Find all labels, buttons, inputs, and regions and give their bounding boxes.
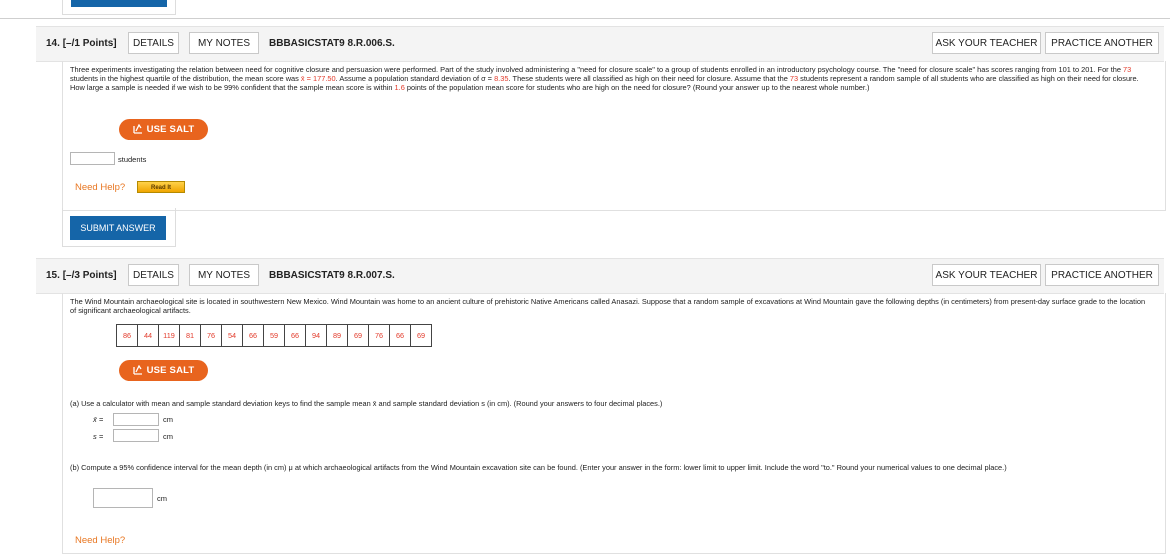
salt-icon bbox=[133, 365, 143, 375]
details-button[interactable]: DETAILS bbox=[128, 32, 179, 54]
depth-cell: 119 bbox=[159, 325, 180, 347]
my-notes-button[interactable]: MY NOTES bbox=[189, 32, 259, 54]
students-answer-input[interactable] bbox=[70, 152, 115, 165]
practice-another-button[interactable]: PRACTICE ANOTHER bbox=[1045, 32, 1159, 54]
previous-submit-box bbox=[62, 0, 176, 15]
submit-answer-button[interactable]: SUBMIT ANSWER bbox=[70, 216, 166, 240]
s-unit: cm bbox=[163, 432, 173, 441]
s-input[interactable] bbox=[113, 429, 159, 442]
depth-cell: 94 bbox=[306, 325, 327, 347]
question-14-header bbox=[36, 26, 1164, 62]
depth-cell: 69 bbox=[348, 325, 369, 347]
question-code: BBBASICSTAT9 8.R.007.S. bbox=[269, 270, 395, 281]
xbar-input[interactable] bbox=[113, 413, 159, 426]
practice-another-button[interactable]: PRACTICE ANOTHER bbox=[1045, 264, 1159, 286]
part-b-text: (b) Compute a 95% confidence interval for the mean depth (in cm) μ at which archaeological artifacts from the Wind Mountain excavation site can be found. (Enter your answer in the form: lower limit to upper limit. Include the word "to." Round your numerical values to one decimal place.) bbox=[70, 463, 1007, 472]
salt-icon bbox=[133, 124, 143, 134]
question-number: 15. [–/3 Points] bbox=[46, 270, 117, 281]
depth-cell: 81 bbox=[180, 325, 201, 347]
question-15-header bbox=[36, 258, 1164, 294]
depth-cell: 66 bbox=[285, 325, 306, 347]
previous-submit-button[interactable] bbox=[71, 0, 167, 7]
need-help-label: Need Help? bbox=[75, 182, 126, 193]
ask-teacher-button[interactable]: ASK YOUR TEACHER bbox=[932, 264, 1041, 286]
depth-cell: 89 bbox=[327, 325, 348, 347]
need-help-label: Need Help? bbox=[75, 535, 126, 546]
depth-cell: 66 bbox=[390, 325, 411, 347]
answer-unit: students bbox=[118, 155, 147, 164]
depth-cell: 76 bbox=[369, 325, 390, 347]
divider bbox=[0, 18, 1170, 19]
s-label: s = bbox=[93, 432, 104, 441]
my-notes-button[interactable]: MY NOTES bbox=[189, 264, 259, 286]
question-15-text: The Wind Mountain archaeological site is located in southwestern New Mexico. Wind Mountain was home to an ancient culture of prehistoric Native Americans called Anasazi. Suppose that a random sample of excavations at Wind Mountain gave the following depths (in centimeters) from present-day surface grade to the location of significant archaeological artifacts. bbox=[70, 297, 1146, 316]
depth-cell: 44 bbox=[138, 325, 159, 347]
depth-cell: 86 bbox=[117, 325, 138, 347]
xbar-unit: cm bbox=[163, 415, 173, 424]
use-salt-button[interactable] bbox=[119, 119, 208, 140]
depth-cell: 59 bbox=[264, 325, 285, 347]
use-salt-label: USE SALT bbox=[146, 124, 195, 135]
question-number: 14. [–/1 Points] bbox=[46, 38, 117, 49]
use-salt-button[interactable] bbox=[119, 360, 208, 381]
details-button[interactable]: DETAILS bbox=[128, 264, 179, 286]
ci-unit: cm bbox=[157, 494, 167, 503]
depth-cell: 66 bbox=[243, 325, 264, 347]
depths-table bbox=[116, 324, 432, 347]
question-14-text: Three experiments investigating the relation between need for cognitive closure and persuasion were performed. Part of the study involved administering a "need for closure scale" to a group of students enrolled in an introductory psychology course. The "need for closure scale" has scores ranging from 101 to 201. For the 73 students in the highest quartile of the distribution, the mean score was x̄ = 177.50. Assume a population standard deviation of σ = 8.35. These students were all classified as high on their need for closure. Assume that the 73 students represent a random sample of all students who are classified as high on their need for closure. How large a sample is needed if we wish to be 99% confident that the sample mean score is within 1.6 points of the population mean score for students who are high on the need for closure? (Round your answer up to the nearest whole number.) bbox=[70, 65, 1139, 93]
question-code: BBBASICSTAT9 8.R.006.S. bbox=[269, 38, 395, 49]
xbar-label: x̄ = bbox=[93, 415, 104, 424]
confidence-interval-input[interactable] bbox=[93, 488, 153, 508]
part-a-text: (a) Use a calculator with mean and sample standard deviation keys to find the sample mean x̄ and sample standard deviation s (in cm). (Round your answers to four decimal places.) bbox=[70, 399, 663, 408]
use-salt-label: USE SALT bbox=[146, 365, 195, 376]
depth-cell: 69 bbox=[411, 325, 432, 347]
depth-cell: 76 bbox=[201, 325, 222, 347]
ask-teacher-button[interactable]: ASK YOUR TEACHER bbox=[932, 32, 1041, 54]
depth-cell: 54 bbox=[222, 325, 243, 347]
read-it-button[interactable]: Read It bbox=[137, 181, 185, 193]
